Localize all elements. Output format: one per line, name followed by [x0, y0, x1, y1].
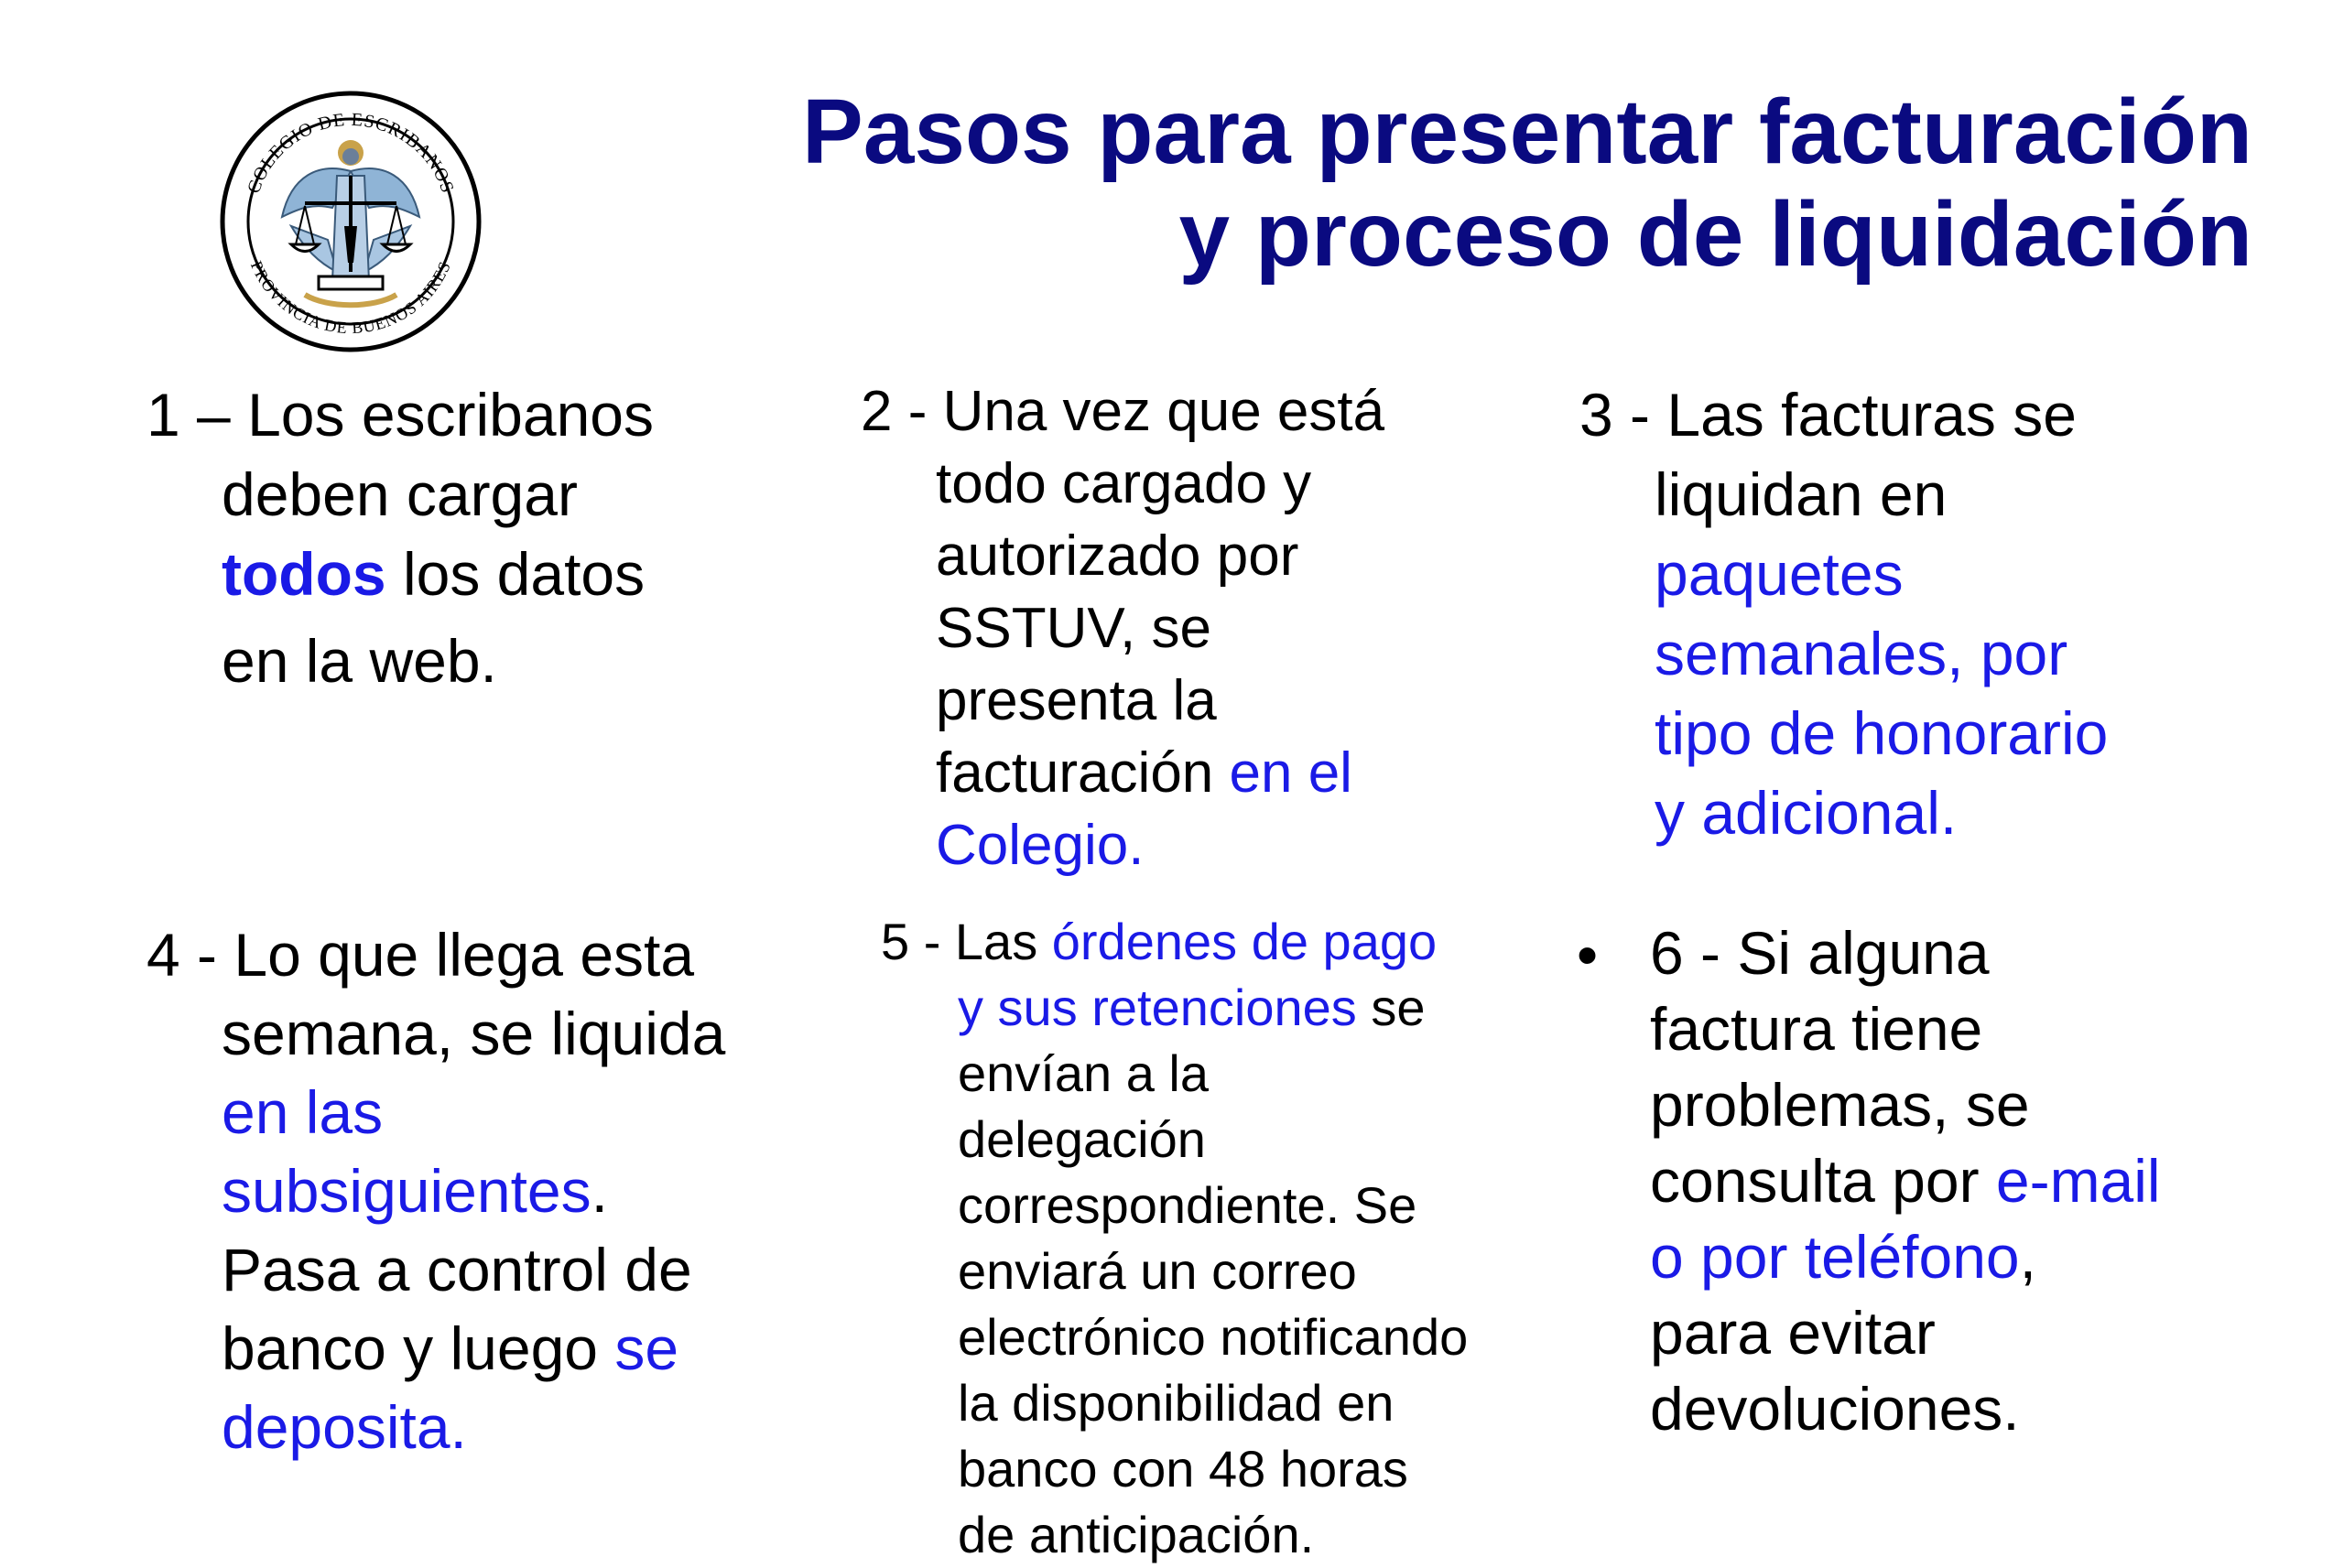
- seal-bottom-text: PROVINCIA DE BUENOS AIRES: [246, 258, 455, 338]
- step-5-line-10: de anticipación.: [958, 1506, 1315, 1563]
- step-2-line-6-text: facturación: [936, 741, 1230, 805]
- step-3-line-1: 3 - Las facturas se: [1579, 381, 2077, 449]
- step-6-line-1: 6 - Si alguna: [1650, 919, 1990, 987]
- step-2: [861, 375, 1384, 881]
- step-2-line-5: presenta la: [936, 669, 1217, 732]
- step-4-line-6: [146, 1309, 725, 1388]
- step-3-line-4: semanales, por: [1655, 620, 2068, 687]
- step-5-line-7: electrónico notificando: [958, 1308, 1469, 1366]
- step-6-line-5-highlight: o por teléfono: [1650, 1223, 2020, 1291]
- step-4-line-4-highlight: subsiguientes: [222, 1157, 591, 1225]
- step-6-line-5: [1575, 1219, 2161, 1295]
- step-5-line-5: correspondiente. Se: [958, 1176, 1417, 1234]
- step-1-line-1: 1 – Los escribanos: [146, 381, 655, 449]
- seal-top-text: COLEGIO DE ESCRIBANOS: [244, 109, 458, 197]
- step-6-line-5-rest: ,: [2019, 1223, 2036, 1291]
- step-5-line-2-rest: se: [1356, 979, 1426, 1036]
- page-title: [802, 81, 2252, 286]
- step-2-line-6-highlight: en el: [1229, 741, 1352, 805]
- step-6-line-4-text: consulta por: [1650, 1147, 1996, 1215]
- step-1-line-3-rest: los datos: [385, 540, 646, 608]
- step-3-line-6: y adicional.: [1655, 779, 1958, 847]
- step-2-line-1: 2 - Una vez que está: [861, 380, 1385, 443]
- step-1: [146, 375, 654, 701]
- step-6: [1575, 915, 2161, 1447]
- step-5-line-2-highlight: y sus retenciones: [958, 979, 1357, 1036]
- step-2-line-4: SSTUV, se: [936, 597, 1211, 660]
- step-5-line-6: enviará un correo: [958, 1242, 1357, 1300]
- step-2-line-2: todo cargado y: [936, 452, 1312, 515]
- step-4-line-2: semana, se liquida: [222, 1000, 726, 1067]
- step-3-line-2: liquidan en: [1655, 460, 1948, 528]
- step-5: [881, 909, 1468, 1568]
- step-2-line-3: autorizado por: [936, 524, 1299, 588]
- step-4-line-6-highlight: se: [614, 1314, 679, 1382]
- step-5-line-9: banco con 48 horas: [958, 1440, 1408, 1498]
- step-4-line-5: Pasa a control de: [222, 1236, 692, 1303]
- step-5-line-1-text: 5 - Las: [881, 913, 1052, 970]
- step-2-line-6: [861, 737, 1384, 809]
- step-5-line-1: [881, 909, 1468, 975]
- step-4-line-1: 4 - Lo que llega esta: [146, 921, 695, 989]
- bullet-point: •: [1577, 921, 1599, 989]
- step-3: [1579, 375, 2108, 853]
- step-5-line-8: la disponibilidad en: [958, 1374, 1394, 1432]
- step-5-line-3: envían a la: [958, 1044, 1209, 1102]
- title-line-1: Pasos para presentar facturación: [802, 81, 2252, 183]
- step-2-line-7: Colegio.: [936, 814, 1145, 877]
- step-5-line-2: [881, 975, 1468, 1041]
- step-3-line-3: paquetes: [1655, 540, 1904, 608]
- step-6-line-4: [1575, 1143, 2161, 1219]
- step-6-line-6: para evitar: [1650, 1299, 1936, 1367]
- step-5-line-1-highlight: órdenes de pago: [1051, 913, 1438, 970]
- step-1-line-3: [146, 535, 654, 614]
- step-4-line-4: [146, 1152, 725, 1230]
- step-6-line-2: factura tiene: [1650, 995, 1983, 1063]
- step-4-line-7: deposita.: [222, 1393, 467, 1461]
- step-1-highlight-todos: todos: [222, 540, 386, 608]
- step-6-line-3: problemas, se: [1650, 1071, 2030, 1139]
- step-6-line-7: devoluciones.: [1650, 1375, 2020, 1443]
- step-4-line-6-text: banco y luego: [222, 1314, 615, 1382]
- step-1-line-2: deben cargar: [222, 460, 578, 528]
- step-4-line-4-rest: .: [591, 1157, 608, 1225]
- step-3-line-5: tipo de honorario: [1655, 699, 2109, 767]
- step-4-line-3: en las: [222, 1078, 384, 1146]
- colegio-seal-logo: [218, 89, 483, 354]
- step-6-line-4-highlight: e-mail: [1995, 1147, 2161, 1215]
- step-4: [146, 915, 725, 1466]
- title-line-2: y proceso de liquidación: [1178, 183, 2252, 286]
- step-5-line-4: delegación: [958, 1110, 1206, 1168]
- step-1-line-4: en la web.: [222, 627, 497, 695]
